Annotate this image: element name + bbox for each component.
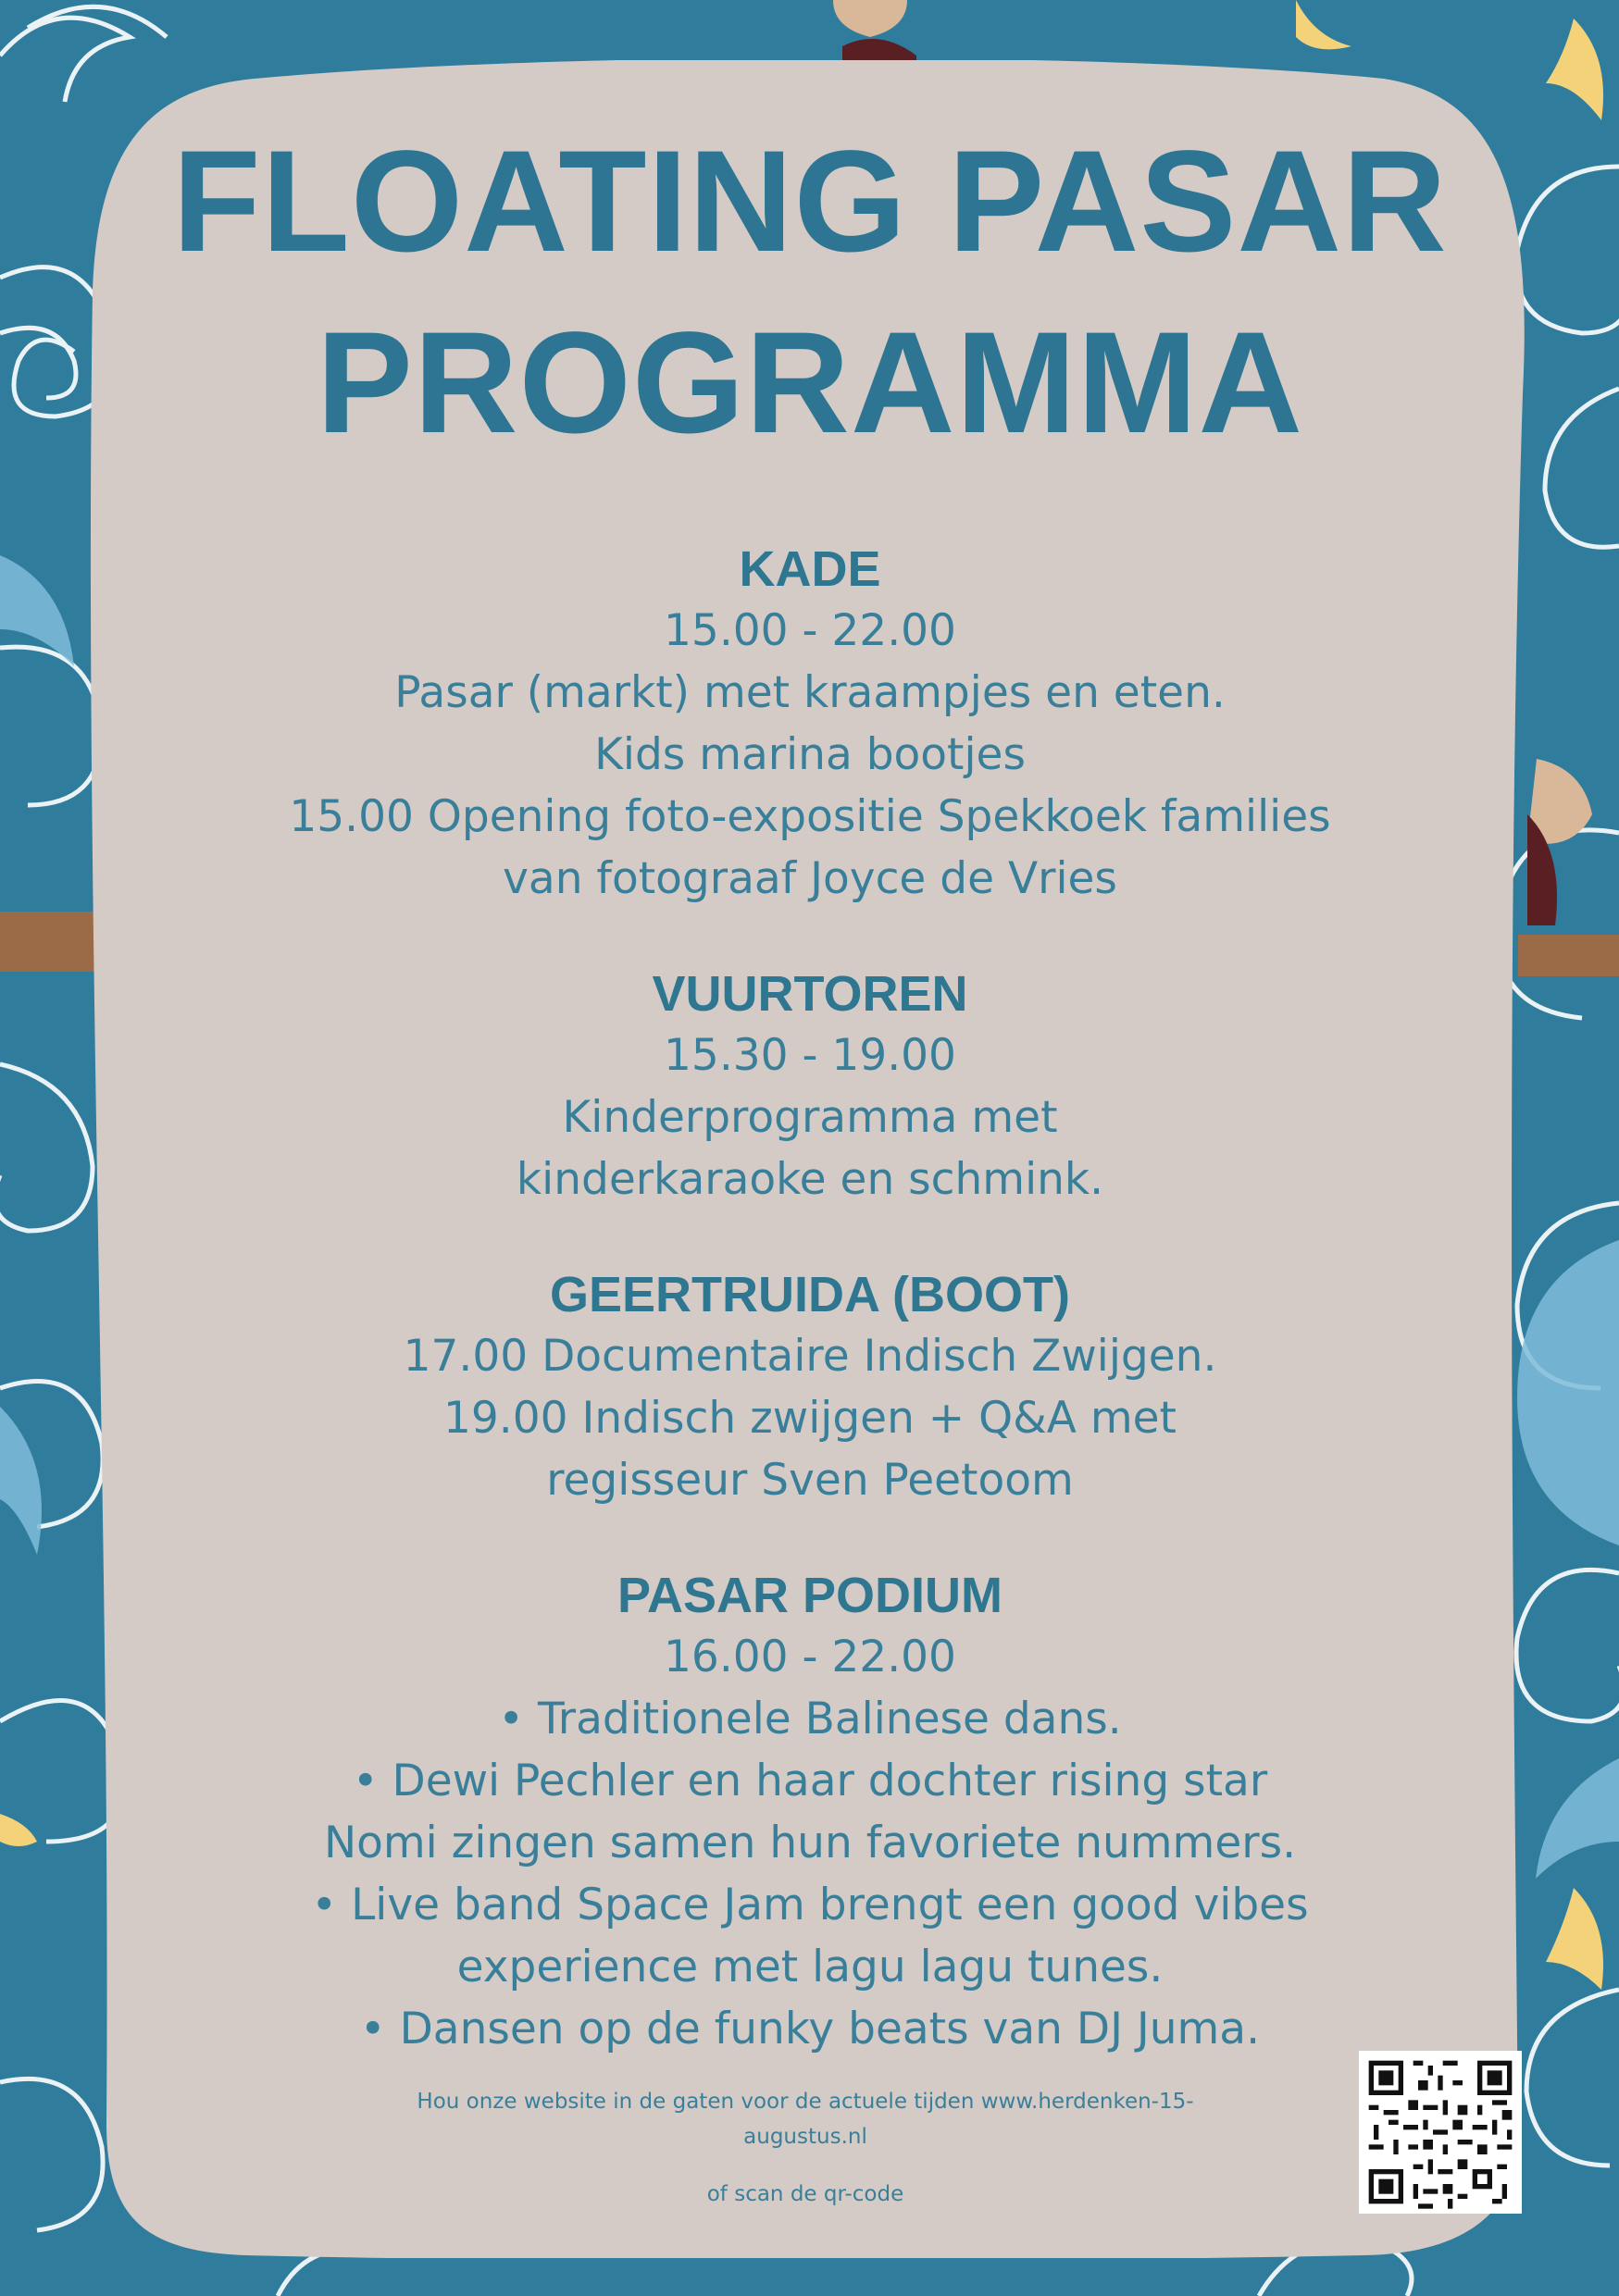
section-line: • Live band Space Jam brengt een good vibes — [311, 1880, 1309, 1930]
title-line-2: PROGRAMMA — [316, 303, 1304, 464]
section-vuurtoren — [139, 963, 1481, 1210]
section-line: experience met lagu lagu tunes. — [456, 1942, 1164, 1992]
qr-code-graphic — [1359, 2051, 1522, 2214]
section-line: regisseur Sven Peetoom — [546, 1455, 1074, 1506]
section-line: Nomi zingen samen hun favoriete nummers. — [323, 1818, 1297, 1868]
programme-content — [139, 111, 1481, 2060]
section-line: Pasar (markt) met kraampjes en eten. — [394, 667, 1226, 718]
poster-title — [139, 111, 1481, 474]
section-line: kinderkaraoke en schmink. — [516, 1154, 1104, 1205]
section-line: van fotograaf Joyce de Vries — [503, 853, 1117, 904]
footer-website-line-1: Hou onze website in de gaten voor de actuele tijden www.herdenken-15- — [417, 2090, 1194, 2114]
title-line-1: FLOATING PASAR — [172, 121, 1448, 282]
section-line: Kids marina bootjes — [594, 729, 1026, 780]
footer-scan-text: of scan de qr-code — [706, 2182, 904, 2206]
section-line: Kinderprogramma met — [562, 1092, 1058, 1143]
qr-code-icon[interactable] — [1359, 2051, 1522, 2214]
section-line: 19.00 Indisch zwijgen + Q&A met — [443, 1393, 1177, 1444]
footer-website-line-2: augustus.nl — [743, 2125, 867, 2149]
section-line: • Dansen op de funky beats van DJ Juma. — [359, 2004, 1261, 2054]
section-line: 16.00 - 22.00 — [664, 1632, 956, 1682]
section-heading: GEERTRUIDA (BOOT) — [550, 1267, 1070, 1322]
section-pasar-podium — [139, 1565, 1481, 2060]
section-kade — [139, 539, 1481, 910]
section-line: • Dewi Pechler en haar dochter rising star — [352, 1756, 1268, 1806]
section-line: 17.00 Documentaire Indisch Zwijgen. — [403, 1331, 1217, 1382]
footer-note — [389, 2084, 1222, 2212]
section-heading: PASAR PODIUM — [616, 1568, 1003, 1623]
section-geertruida — [139, 1264, 1481, 1511]
section-heading: KADE — [739, 541, 881, 597]
section-line: • Traditionele Balinese dans. — [498, 1694, 1122, 1744]
section-line: 15.30 - 19.00 — [664, 1030, 956, 1081]
section-line: 15.00 Opening foto-expositie Spekkoek families — [289, 791, 1331, 842]
section-line: 15.00 - 22.00 — [664, 605, 956, 656]
section-heading: VUURTOREN — [652, 966, 968, 1022]
